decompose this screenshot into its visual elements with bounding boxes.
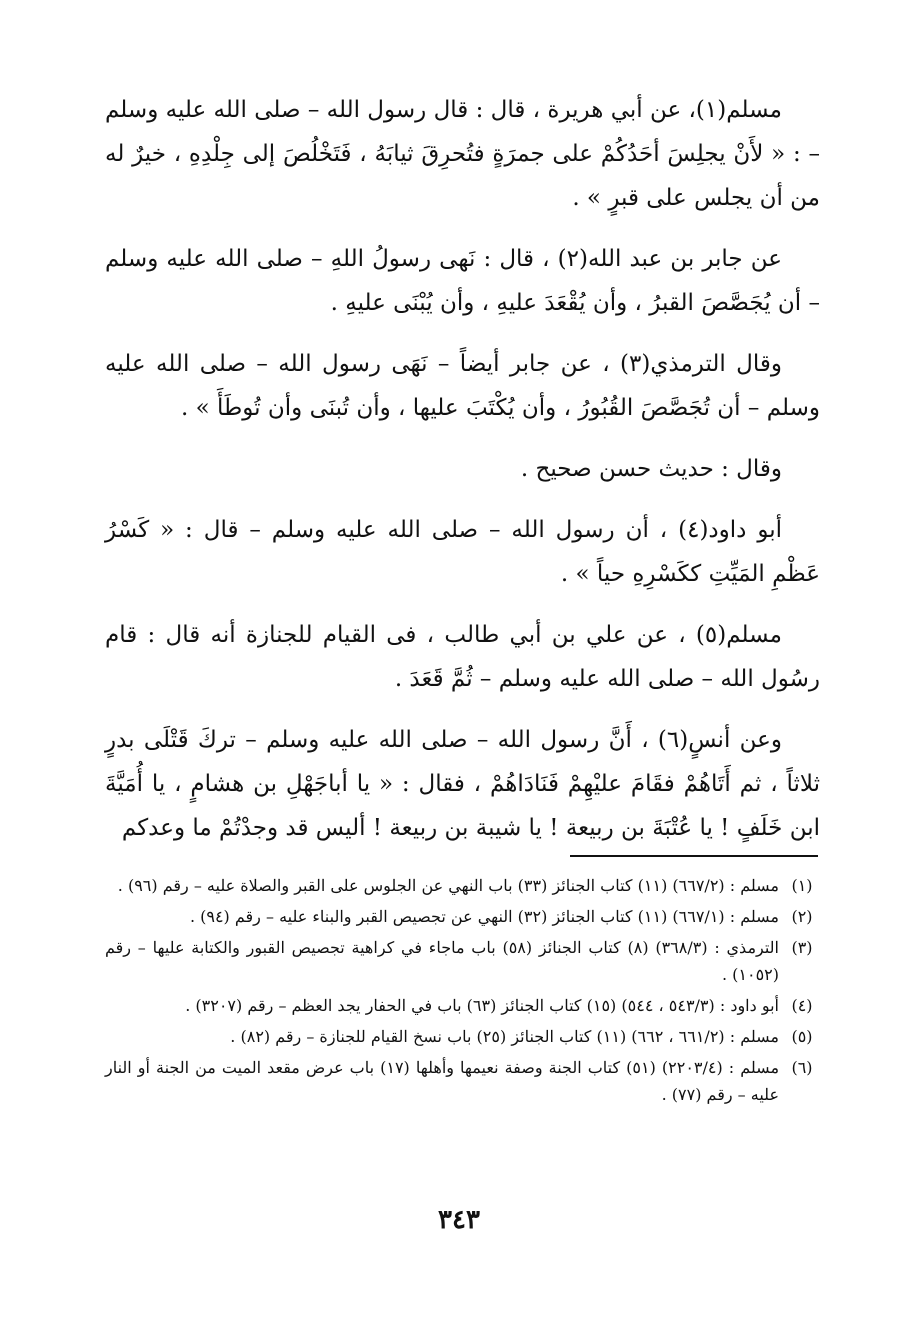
main-text bbox=[105, 88, 820, 867]
footnote-text: مسلم : (٦٦٧/٢) (١١) كتاب الجنائز (٣٣) باب النهي عن الجلوس على القبر والصلاة عليه – رقم (٩٦) . bbox=[117, 876, 779, 895]
footnote bbox=[105, 872, 825, 899]
footnote-number: (٣) bbox=[791, 938, 813, 957]
footnote-number: (٥) bbox=[791, 1027, 813, 1046]
footnote-text: أبو داود : (٥٤٣/٣ ، ٥٤٤) (١٥) كتاب الجنائز (٦٣) باب في الحفار يجد العظم – رقم (٣٢٠٧) . bbox=[185, 996, 779, 1015]
footnote-separator bbox=[570, 855, 818, 857]
paragraph: مسلم(٥) ، عن علي بن أبي طالب ، فى القيام للجنازة أنه قال : قام رسُول الله – صلى الله عليه وسلم – ثُمَّ قَعَدَ . bbox=[105, 622, 820, 692]
footnote-text: مسلم : (٦٦١/٢ ، ٦٦٢) (١١) كتاب الجنائز (٢٥) باب نسخ القيام للجنازة – رقم (٨٢) . bbox=[230, 1027, 779, 1046]
paragraph: عن جابر بن عبد الله(٢) ، قال : نَهى رسولُ اللهِ – صلى الله عليه وسلم – أن يُجَصَّصَ القبرُ ، وأن يُقْعَدَ عليهِ ، وأن يُبْنَى عليهِ . bbox=[105, 246, 820, 316]
footnote-number: (٢) bbox=[791, 907, 813, 926]
footnote-number: (٤) bbox=[791, 996, 813, 1015]
footnote-number: (١) bbox=[791, 876, 813, 895]
footnote bbox=[105, 903, 825, 930]
paragraph: وقال : حديث حسن صحيح . bbox=[520, 456, 782, 482]
paragraph: مسلم(١)، عن أبي هريرة ، قال : قال رسول الله – صلى الله عليه وسلم – : « لأَنْ يجلِسَ أحَدُكُمْ على جمرَةٍ فتُحرِقَ ثيابَهُ ، فَتَخْلُصَ إلى جِلْدِهِ ، خيرٌ له من أن يجلس على قبرٍ » . bbox=[105, 97, 820, 211]
paragraph: وعن أنسٍ(٦) ، أَنَّ رسول الله – صلى الله عليه وسلم – تركَ قَتْلَى بدرٍ ثلاثاً ، ثم أَتَاهُمْ فقَامَ عليْهِمْ فَنَادَاهُمْ ، فقال : « يا أباجَهْلِ بن هشامٍ ، يا أُمَيَّةَ ابن خَلَفٍ ! يا عُتْبَةَ بن ربيعة ! يا شيبة بن ربيعة ! أليس قد وجدْتُمْ ما وعدكم bbox=[105, 727, 820, 841]
footnote-text: مسلم : (٢٢٠٣/٤) (٥١) كتاب الجنة وصفة نعيمها وأهلها (١٧) باب عرض مقعد الميت من الجنة أو النار عليه – رقم (٧٧) . bbox=[105, 1058, 780, 1104]
footnote-text: الترمذي : (٣٦٨/٣) (٨) كتاب الجنائز (٥٨) باب ماجاء في كراهية تجصيص القبور والكتابة عليها – رقم (١٠٥٢) . bbox=[105, 938, 779, 984]
footnote bbox=[105, 1023, 825, 1050]
page-number: ٣٤٣ bbox=[438, 1205, 480, 1235]
footnote bbox=[105, 934, 825, 988]
footnote bbox=[105, 992, 825, 1019]
paragraph: وقال الترمذي(٣) ، عن جابر أيضاً – نَهَى رسول الله – صلى الله عليه وسلم – أن تُجَصَّصَ القُبُورُ ، وأن يُكْتَبَ عليها ، وأن تُبنَى وأن تُوطَأَ » . bbox=[105, 351, 820, 421]
footnote bbox=[105, 1054, 825, 1108]
footnote-number: (٦) bbox=[791, 1058, 813, 1077]
footnotes bbox=[105, 872, 825, 1112]
paragraph: أبو داود(٤) ، أن رسول الله – صلى الله عليه وسلم – قال : « كَسْرُ عَظْمِ المَيِّتِ ككَسْرِهِ حياً » . bbox=[105, 517, 820, 587]
footnote-text: مسلم : (٦٦٧/١) (١١) كتاب الجنائز (٣٢) النهي عن تجصيص القبر والبناء عليه – رقم (٩٤) . bbox=[189, 907, 779, 926]
